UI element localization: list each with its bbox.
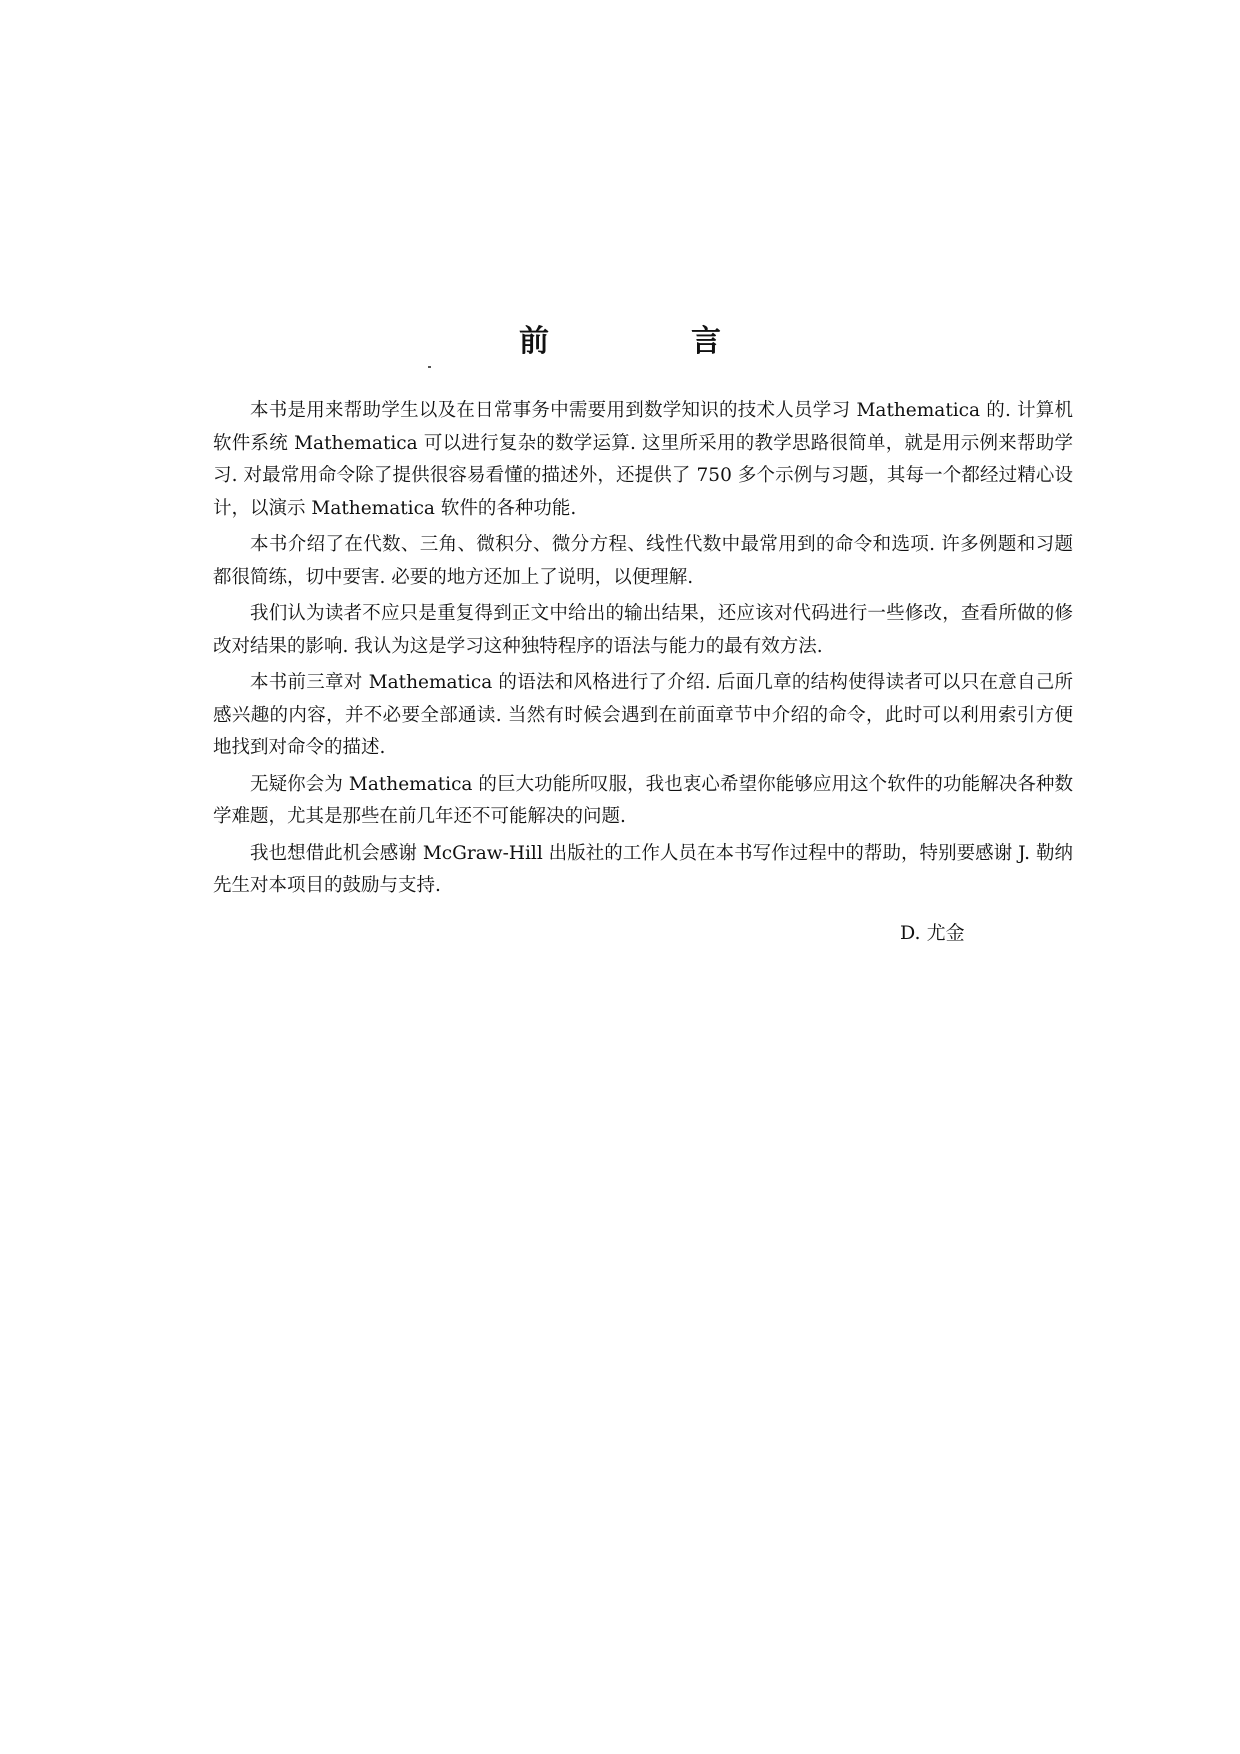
paragraph-6: 我也想借此机会感谢 McGraw-Hill 出版社的工作人员在本书写作过程中的帮助，特别要感谢 J. 勒纳先生对本项目的鼓励与支持.: [213, 842, 1073, 896]
paragraph-4: 本书前三章对 Mathematica 的语法和风格进行了介绍. 后面几章的结构使得读者可以只在意自己所感兴趣的内容，并不必要全部通读. 当然有时候会遇到在前面章节中介绍的命令，此时可以利用索引方便地找到对命令的描述.: [213, 672, 1073, 758]
paragraph-3: 我们认为读者不应只是重复得到正文中给出的输出结果，还应该对代码进行一些修改，查看所做的修改对结果的影响. 我认为这是学习这种独特程序的语法与能力的最有效方法.: [213, 603, 1073, 657]
author-signature: D. 尤金: [900, 922, 965, 944]
paragraph-5: 无疑你会为 Mathematica 的巨大功能所叹服，我也衷心希望你能够应用这个软件的功能解决各种数学难题，尤其是那些在前几年还不可能解决的问题.: [213, 773, 1073, 827]
preface-body: [213, 395, 1073, 907]
paragraph-1: 本书是用来帮助学生以及在日常事务中需要用到数学知识的技术人员学习 Mathematica 的. 计算机软件系统 Mathematica 可以进行复杂的数学运算. 这里所采用的教学思路很简单，就是用示例来帮助学习. 对最常用命令除了提供很容易看懂的描述外，还提供了 750 多个示例与习题，其每一个都经过精心设计，以演示 Mathematica 软件的各种功能.: [213, 400, 1073, 519]
paragraph-2: 本书介绍了在代数、三角、微积分、微分方程、线性代数中最常用到的命令和选项. 许多例题和习题都很简练，切中要害. 必要的地方还加上了说明，以便理解.: [213, 534, 1073, 588]
page-title: 前 言: [519, 324, 777, 359]
print-speck: [428, 366, 431, 368]
